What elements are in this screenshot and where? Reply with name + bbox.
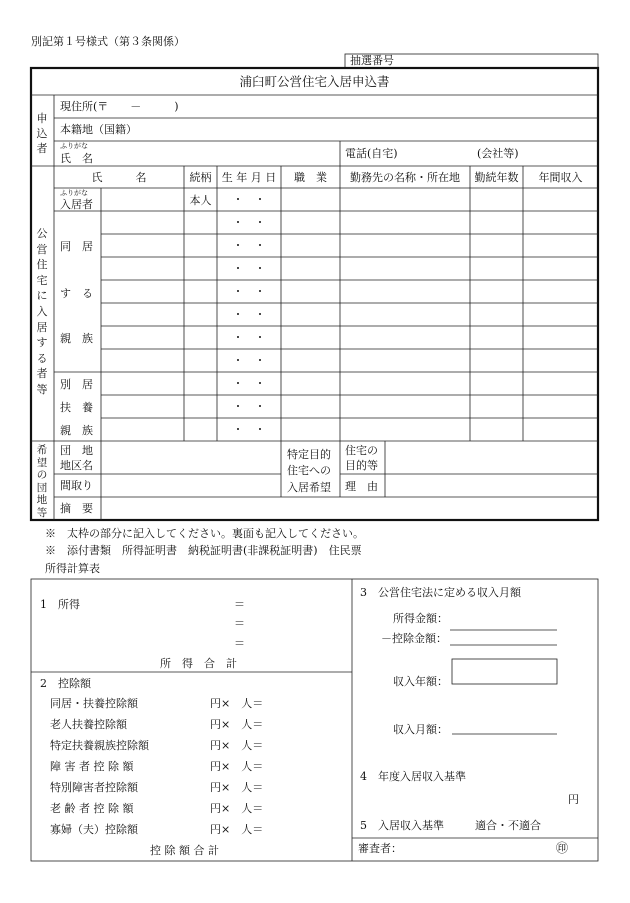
domicile-label: 本籍地（国籍） xyxy=(60,123,137,136)
lottery-number-label: 抽選番号 xyxy=(350,54,394,67)
income-standard-title: 4 年度入居収入基準 xyxy=(360,770,466,783)
dob-mark: ・ ・ xyxy=(232,308,266,321)
area-label-2: 地区名 xyxy=(60,459,93,472)
cohabit-label-2: す る xyxy=(60,287,93,300)
deduction-unit: 円× 人＝ xyxy=(210,739,264,752)
phone-home-label: 電話(自宅) xyxy=(345,147,398,160)
annual-income-box xyxy=(452,659,557,684)
criteria-value: 適合・不適合 xyxy=(475,819,541,832)
dob-mark: ・ ・ xyxy=(232,285,266,298)
cohabit-label-1: 同 居 xyxy=(60,240,93,253)
eq-sign: ＝ xyxy=(234,617,245,630)
dob-mark: ・ ・ xyxy=(232,377,266,390)
form-number-label: 別記第１号様式（第３条関係） xyxy=(31,35,185,48)
separate-label-1: 別 居 xyxy=(60,378,93,391)
applicant-side-label: 申 込 者 xyxy=(36,112,48,155)
note-1: ※ 太枠の部分に記入してください。裏面も記入してください。 xyxy=(45,527,364,540)
deduction-item: 老 齢 者 控 除 額 xyxy=(50,802,134,815)
header-income: 年間収入 xyxy=(538,171,583,184)
deduction-item: 障 害 者 控 除 額 xyxy=(50,760,134,773)
calc-table-title: 所得計算表 xyxy=(45,562,100,575)
dob-mark: ・ ・ xyxy=(232,216,266,229)
dob-mark: ・ ・ xyxy=(232,193,266,206)
summary-label: 摘 要 xyxy=(60,502,93,515)
resident-furigana-label: ふりがな xyxy=(60,189,88,197)
header-years: 勤続年数 xyxy=(474,171,519,184)
income-total-label: 所 得 合 計 xyxy=(160,657,237,670)
special-label-2: 住宅への xyxy=(287,464,331,477)
deduction-label: 2 控除額 xyxy=(40,677,91,690)
deduction-item: 寡婦（夫）控除額 xyxy=(50,823,138,836)
dob-mark: ・ ・ xyxy=(232,239,266,252)
cohabit-label-3: 親 族 xyxy=(60,332,93,345)
eq-sign: ＝ xyxy=(234,598,245,611)
deduction-unit: 円× 人＝ xyxy=(210,697,264,710)
layout-label: 間取り xyxy=(60,479,93,492)
criteria-label: 5 入居収入基準 xyxy=(360,819,444,832)
phone-work-label: (会社等) xyxy=(477,147,519,160)
purpose-label-2: 目的等 xyxy=(345,459,378,472)
income-label: 1 所得 xyxy=(40,598,80,611)
deduction-item: 同居・扶養控除額 xyxy=(50,697,138,710)
monthly-income-title: 3 公営住宅法に定める収入月額 xyxy=(360,586,521,599)
separate-label-3: 親 族 xyxy=(60,424,93,437)
dob-mark: ・ ・ xyxy=(232,262,266,275)
yen-label: 円 xyxy=(568,793,579,806)
header-name: 氏 名 xyxy=(91,171,147,184)
dob-mark: ・ ・ xyxy=(232,354,266,367)
eq-sign: ＝ xyxy=(234,637,245,650)
deduct-amount-label: －控除金額： xyxy=(381,632,447,645)
deduction-total-label: 控 除 額 合 計 xyxy=(150,844,219,857)
resident-applicant-label: 入居者 xyxy=(60,198,93,211)
deduction-unit: 円× 人＝ xyxy=(210,760,264,773)
dob-mark: ・ ・ xyxy=(232,400,266,413)
area-label-1: 団 地 xyxy=(60,444,93,457)
monthly-income-label: 収入月額： xyxy=(393,723,448,736)
desired-side-label: 希 望 の 団 地 等 xyxy=(36,444,48,519)
purpose-label-1: 住宅の xyxy=(345,444,378,457)
deduction-item: 特別障害者控除額 xyxy=(50,781,138,794)
dob-mark: ・ ・ xyxy=(232,331,266,344)
applicant-relation: 本人 xyxy=(189,194,212,207)
deduction-unit: 円× 人＝ xyxy=(210,718,264,731)
annual-income-label: 収入年額： xyxy=(393,675,448,688)
address-label: 現住所(〒 － ) xyxy=(60,100,179,113)
name-furigana-label: ふりがな xyxy=(60,142,88,150)
special-label-1: 特定目的 xyxy=(287,448,331,461)
deduction-item: 特定扶養親族控除額 xyxy=(50,739,149,752)
name-label: 氏 名 xyxy=(60,152,93,165)
residents-side-label: 公 営 住 宅 に 入 居 す る 者 等 xyxy=(36,227,48,397)
deduction-unit: 円× 人＝ xyxy=(210,802,264,815)
deduction-item: 老人扶養控除額 xyxy=(50,718,127,731)
header-workplace: 勤務先の名称・所在地 xyxy=(350,171,460,184)
reason-label: 理 由 xyxy=(345,480,378,493)
header-birthdate: 生 年 月 日 xyxy=(221,171,277,184)
note-2: ※ 添付書類 所得証明書 納税証明書(非課税証明書) 住民票 xyxy=(45,544,362,557)
dob-mark: ・ ・ xyxy=(232,423,266,436)
separate-label-2: 扶 養 xyxy=(60,401,93,414)
examiner-label: 審査者： xyxy=(358,842,402,855)
deduction-unit: 円× 人＝ xyxy=(210,781,264,794)
form-title: 浦臼町公営住宅入居申込書 xyxy=(239,74,390,89)
special-label-3: 入居希望 xyxy=(287,481,331,494)
header-relation: 続柄 xyxy=(189,171,212,184)
seal-mark: ㊞ xyxy=(556,841,569,855)
header-occupation: 職 業 xyxy=(294,171,327,184)
income-amount-label: 所得金額： xyxy=(393,612,448,625)
deduction-unit: 円× 人＝ xyxy=(210,823,264,836)
